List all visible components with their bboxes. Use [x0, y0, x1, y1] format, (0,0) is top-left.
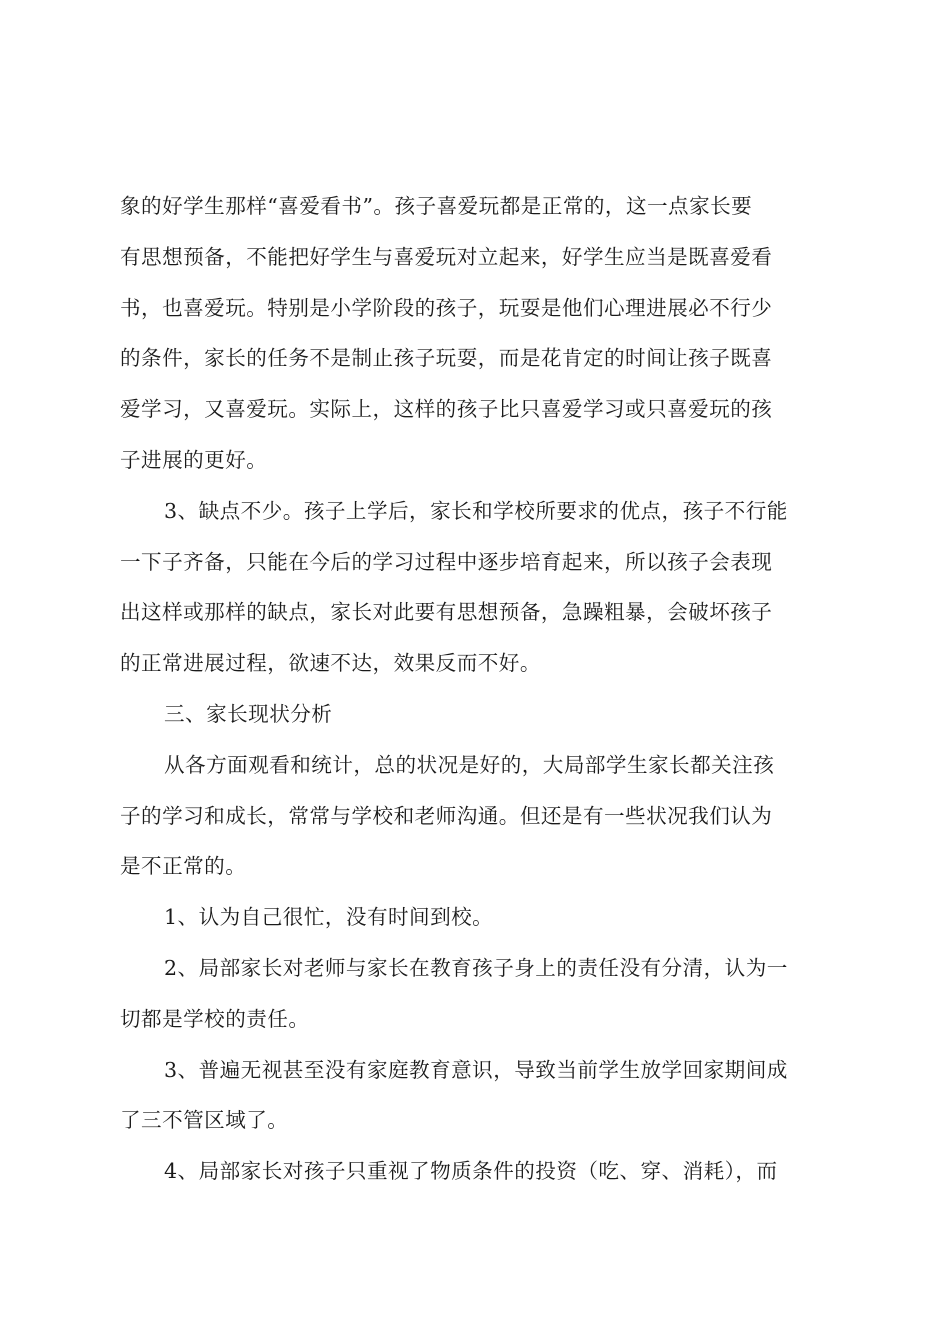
text-line: 3、普遍无视甚至没有家庭教育意识，导致当前学生放学回家期间成: [164, 1057, 788, 1082]
text-line: 的条件，家长的任务不是制止孩子玩耍，而是花肯定的时间让孩子既喜: [120, 346, 773, 371]
text-line: 有思想预备，不能把好学生与喜爱玩对立起来，好学生应当是既喜爱看: [120, 244, 773, 269]
text-line: 切都是学校的责任。: [120, 1006, 310, 1031]
text-line: 子的学习和成长，常常与学校和老师沟通。但还是有一些状况我们认为: [120, 803, 773, 828]
text-line: 了三不管区域了。: [120, 1108, 289, 1133]
text-line: 一下子齐备，只能在今后的学习过程中逐步培育起来，所以孩子会表现: [120, 549, 773, 574]
text-line: 4、局部家长对孩子只重视了物质条件的投资（吃、穿、消耗），而: [164, 1159, 778, 1184]
text-line: 子进展的更好。: [120, 447, 268, 472]
text-line: 的正常进展过程，欲速不达，效果反而不好。: [120, 651, 541, 676]
section-heading: 三、家长现状分析: [164, 701, 333, 726]
text-line: 3、缺点不少。孩子上学后，家长和学校所要求的优点，孩子不行能: [164, 498, 788, 523]
text-line: 爱学习，又喜爱玩。实际上，这样的孩子比只喜爱学习或只喜爱玩的孩: [120, 397, 773, 422]
text-line: 从各方面观看和统计，总的状况是好的，大局部学生家长都关注孩: [164, 752, 775, 777]
document-page: [120, 181, 830, 1197]
text-line: 1、认为自己很忙，没有时间到校。: [164, 905, 494, 930]
text-line: 是不正常的。: [120, 854, 247, 879]
text-line: 出这样或那样的缺点，家长对此要有思想预备，急躁粗暴，会破坏孩子: [120, 600, 773, 625]
text-line: 2、局部家长对老师与家长在教育孩子身上的责任没有分清，认为一: [164, 955, 788, 980]
text-line: 象的好学生那样“喜爱看书”。孩子喜爱玩都是正常的，这一点家长要: [120, 194, 753, 218]
text-line: 书，也喜爱玩。特别是小学阶段的孩子，玩耍是他们心理进展必不行少: [120, 295, 773, 320]
